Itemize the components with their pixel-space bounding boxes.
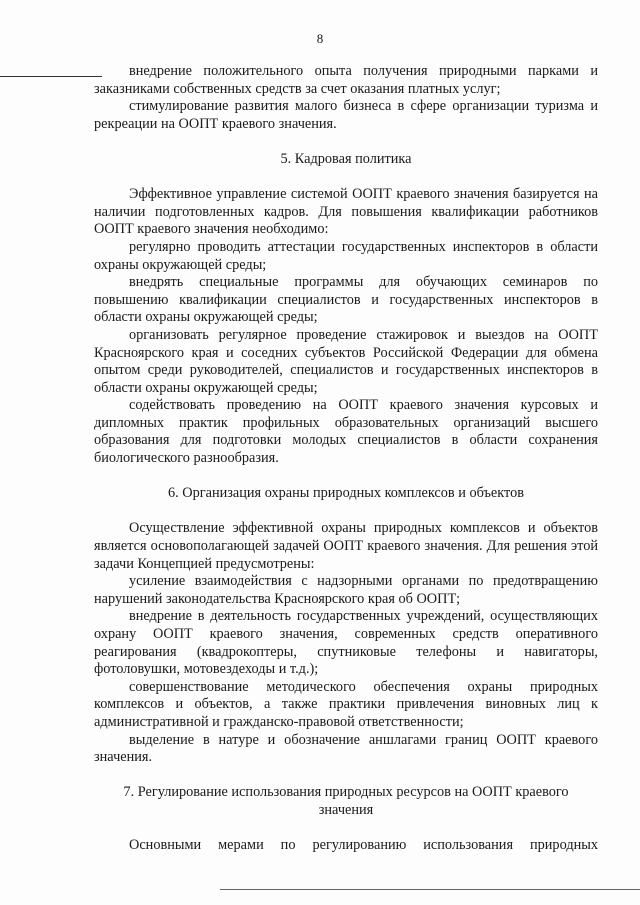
section-heading-line: 7. Регулирование использования природных ресурсов на ООПТ краевого xyxy=(123,784,569,801)
scan-artifact-line xyxy=(220,889,640,890)
list-item: содействовать проведению на ООПТ краевого значения курсовых и дипломных практик профильных образовательных организаций высшего образования для подготовки молодых специалистов в области сохранения биологического разнообразия. xyxy=(94,397,598,467)
list-item: выделение в натуре и обозначение аншлагами границ ООПТ краевого значения. xyxy=(94,731,598,766)
section-heading: 6. Организация охраны природных комплексов и объектов xyxy=(167,485,524,502)
paragraph: Осуществление эффективной охраны природных комплексов и объектов является основополагающей задачей ООПТ краевого значения. Для решения этой задачи Концепцией предусмотрены: xyxy=(94,520,598,572)
list-item: усиление взаимодействия с надзорными органами по предотвращению нарушений законодательства Красноярского края об ООПТ; xyxy=(94,573,598,607)
paragraph: Эффективное управление системой ООПТ краевого значения базируется на наличии подготовленных кадров. Для повышения квалификации работников ООПТ краевого значения необходимо: xyxy=(94,186,598,238)
list-item: регулярно проводить аттестации государственных инспекторов в области охраны окружающей среды; xyxy=(94,238,598,273)
paragraph: стимулирование развития малого бизнеса в сфере организации туризма и рекреации на ООПТ краевого значения. xyxy=(94,98,598,132)
list-item: внедрять специальные программы для обучающих семинаров по повышению квалификации специалистов и государственных инспекторов в области охраны окружающей среды; xyxy=(94,274,598,326)
list-item: организовать регулярное проведение стажировок и выездов на ООПТ Красноярского края и соседних субъектов Российской Федерации для обмена опытом среди руководителей, специалистов и государственных инспекторов в области охраны окружающей среды; xyxy=(94,326,598,396)
list-item: совершенствование методического обеспечения охраны природных комплексов и объектов, а также практики привлечения виновных лиц к административной и гражданско-правовой ответственности; xyxy=(94,678,598,730)
document-body xyxy=(94,63,598,855)
page-number: 8 xyxy=(316,31,324,46)
section-heading-line: значения xyxy=(318,801,374,818)
paragraph: Основными мерами по регулированию использования природных xyxy=(129,837,598,854)
section-heading xyxy=(94,784,598,819)
list-item: внедрение в деятельность государственных учреждений, осуществляющих охрану ООПТ краевого значения, современных средств оперативного реагирования (квадрокоптеры, спутниковые телефоны и навигаторы, фотоловушки, мотовездеходы и т.д.); xyxy=(94,608,598,678)
scan-artifact-line xyxy=(0,76,102,77)
paragraph: внедрение положительного опыта получения природными парками и заказниками собственных средств за счет оказания платных услуг; xyxy=(94,63,598,97)
section-heading: 5. Кадровая политика xyxy=(280,150,412,167)
